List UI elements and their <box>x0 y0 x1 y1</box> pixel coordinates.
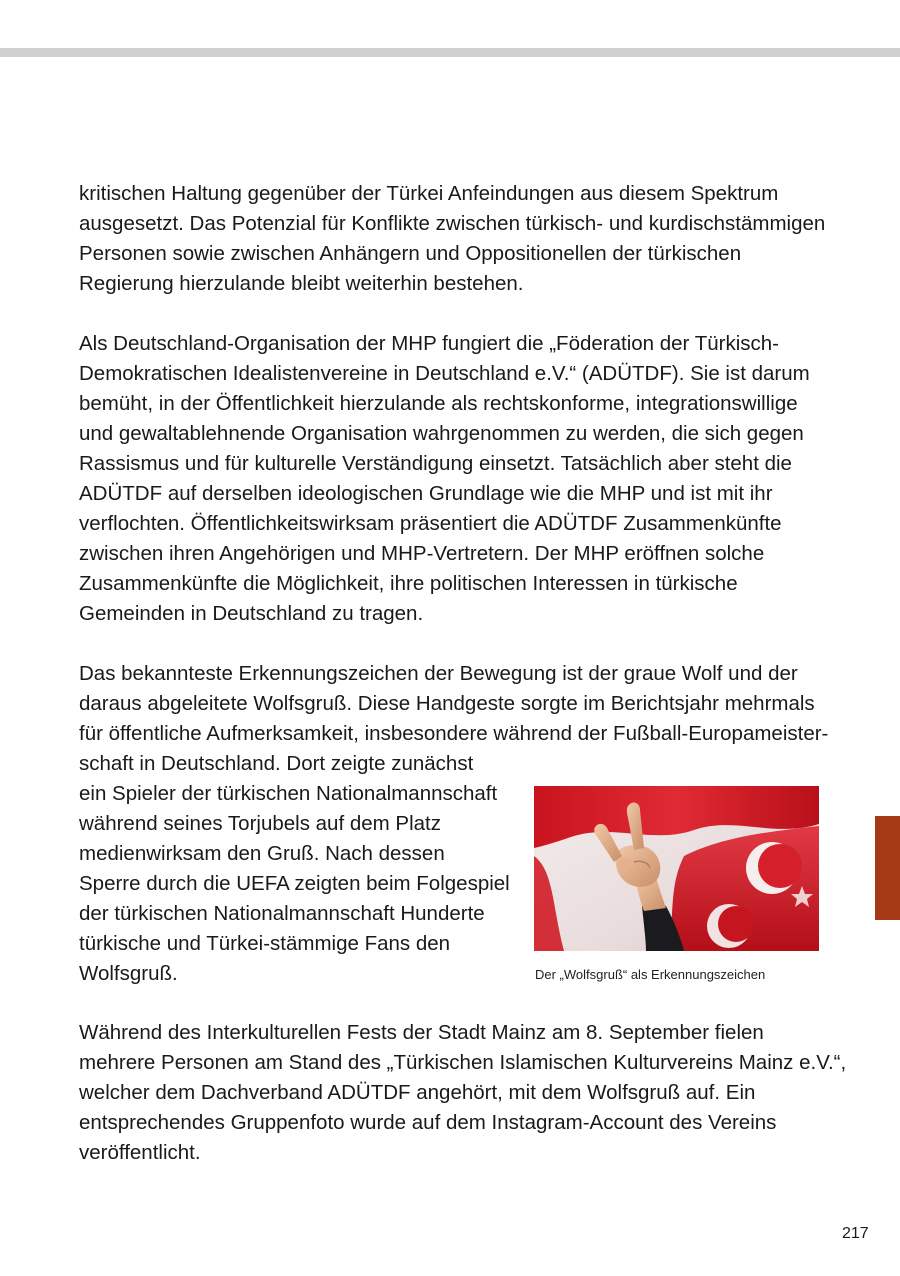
chapter-marker-tab <box>875 816 900 920</box>
paragraph-2 <box>79 329 810 629</box>
paragraph-1 <box>79 179 825 299</box>
text-line: ausgesetzt. Das Potenzial für Konflikte zwischen türkisch- und kurdischstämmigen <box>79 212 826 235</box>
text-line: Sperre durch die UEFA zeigten beim Folgespiel <box>79 872 510 895</box>
text-line: Wolfsgruß. <box>79 962 178 985</box>
text-line: Personen sowie zwischen Anhängern und Oppositionellen der türkischen <box>79 242 742 265</box>
text-line: ADÜTDF auf derselben ideologischen Grundlage wie die MHP und ist mit ihr <box>79 482 773 505</box>
text-line: schaft in Deutschland. Dort zeigte zunächst <box>79 752 474 775</box>
text-line: türkische und Türkei-stämmige Fans den <box>79 932 451 955</box>
text-line: mehrere Personen am Stand des „Türkischen Islamischen Kulturvereins Mainz e.V.“, <box>79 1051 847 1074</box>
figure-caption: Der „Wolfsgruß“ als Erkennungszeichen <box>535 967 766 982</box>
text-line: zwischen ihren Angehörigen und MHP-Vertretern. Der MHP eröffnen solche <box>79 542 765 565</box>
text-line: Rassismus und für kulturelle Verständigung einsetzt. Tatsächlich aber steht die <box>79 452 792 475</box>
text-line: der türkischen Nationalmannschaft Hunderte <box>79 902 485 925</box>
text-line: ein Spieler der türkischen Nationalmannschaft <box>79 782 498 805</box>
text-line: Regierung hierzulande bleibt weiterhin bestehen. <box>79 272 524 295</box>
text-line: für öffentliche Aufmerksamkeit, insbesondere während der Fußball-Europameister- <box>79 722 829 745</box>
text-line: verflochten. Öffentlichkeitswirksam präsentiert die ADÜTDF Zusammenkünfte <box>79 512 782 535</box>
paragraph-4 <box>79 1018 846 1168</box>
text-line: Zusammenkünfte die Möglichkeit, ihre politischen Interessen in türkische <box>79 572 738 595</box>
text-line: Als Deutschland-Organisation der MHP fungiert die „Föderation der Türkisch- <box>79 332 779 355</box>
text-line: bemüht, in der Öffentlichkeit hierzulande als rechtskonforme, integrationswillige <box>79 392 798 415</box>
text-line: Während des Interkulturellen Fests der Stadt Mainz am 8. September fielen <box>79 1021 764 1044</box>
text-line: daraus abgeleitete Wolfsgruß. Diese Handgeste sorgte im Berichtsjahr mehrmals <box>79 692 815 715</box>
text-line: entsprechendes Gruppenfoto wurde auf dem Instagram-Account des Vereins <box>79 1111 777 1134</box>
text-line: medienwirksam den Gruß. Nach dessen <box>79 842 445 865</box>
text-line: Gemeinden in Deutschland zu tragen. <box>79 602 424 625</box>
page-number: 217 <box>842 1225 869 1242</box>
text-line: veröffentlicht. <box>79 1141 201 1164</box>
text-line: während seines Torjubels auf dem Platz <box>79 812 441 835</box>
text-line: welcher dem Dachverband ADÜTDF angehört, mit dem Wolfsgruß auf. Ein <box>79 1081 756 1104</box>
text-line: und gewaltablehnende Organisation wahrgenommen zu werden, die sich gegen <box>79 422 804 445</box>
text-line: Das bekannteste Erkennungszeichen der Bewegung ist der graue Wolf und der <box>79 662 798 685</box>
wolf-salute-photo <box>534 786 819 951</box>
text-line: Demokratischen Idealistenvereine in Deutschland e.V.“ (ADÜTDF). Sie ist darum <box>79 362 810 385</box>
top-rule <box>0 48 900 57</box>
text-line: kritischen Haltung gegenüber der Türkei Anfeindungen aus diesem Spektrum <box>79 182 779 205</box>
